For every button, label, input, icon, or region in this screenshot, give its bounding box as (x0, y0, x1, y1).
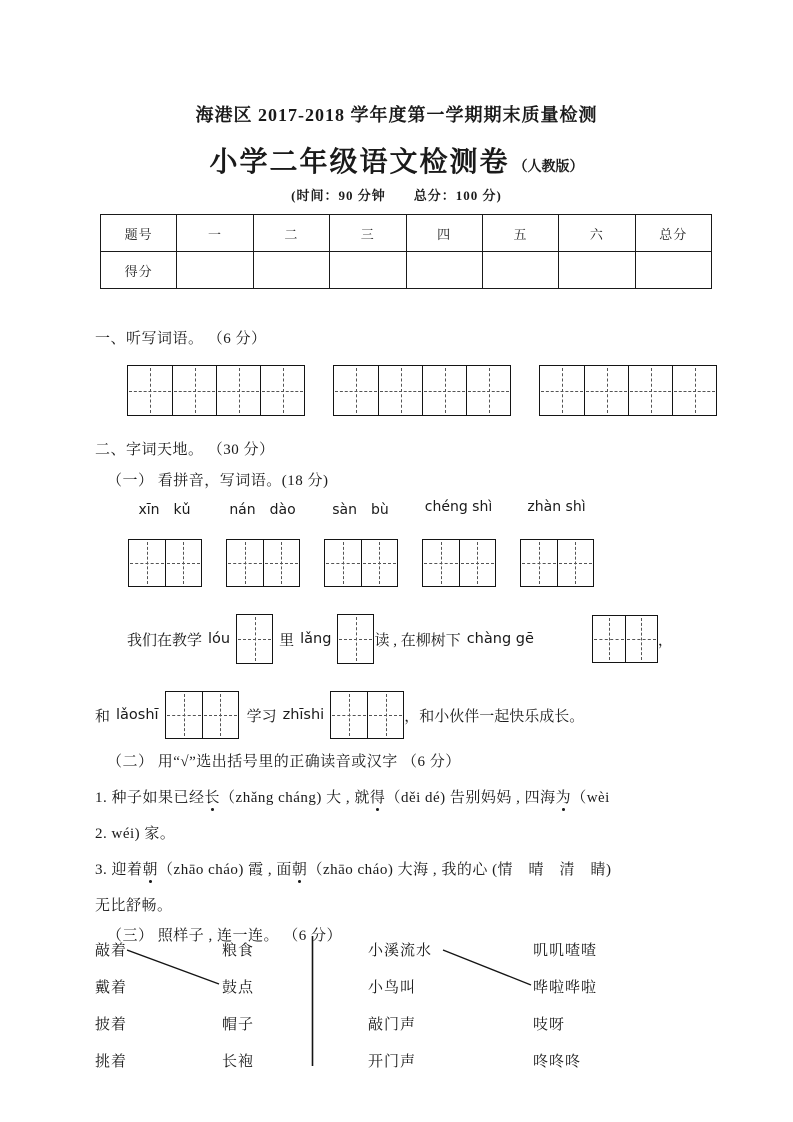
choice-target-char: 朝 (291, 862, 308, 878)
matching-item: 敲着 (95, 943, 128, 959)
pinyin-word: nán dào (229, 502, 296, 518)
choice-target-char: 得 (369, 790, 386, 806)
sentence-text: 读 , 在柳树下 (374, 632, 461, 649)
pinyin-hint: chàng gē (466, 631, 534, 647)
pinyin-word: zhàn shì (527, 499, 586, 515)
page-title: 海港区 2017-2018 学年度第一学期期末质量检测 (195, 105, 598, 125)
choice-text: 3. 迎着 (95, 862, 143, 878)
part2-heading: （二） 用“√”选出括号里的正确读音或汉字 （6 分） (107, 754, 461, 770)
example-connection-line-1 (127, 950, 219, 984)
matching-item: 帽子 (222, 1017, 255, 1033)
matching-item: 开门声 (368, 1054, 417, 1070)
matching-item: 长袍 (222, 1054, 255, 1070)
example-connection-line-2 (443, 950, 531, 985)
score-table-cell: 一 (177, 215, 253, 252)
pinyin-hint: lǎoshī (116, 707, 159, 723)
dictation-grid-row (127, 365, 717, 416)
score-table (100, 214, 712, 289)
section1-heading: 一、听写词语。 （6 分） (95, 331, 267, 347)
choice-text: （zhāo cháo) 霞 , 面 (158, 862, 292, 878)
sentence-text: 我们在教学 (127, 632, 203, 649)
matching-item: 哗啦哗啦 (533, 980, 598, 996)
exam-info: (时间：90 分钟 总分：100 分) (291, 188, 502, 203)
matching-item: 小溪流水 (368, 943, 433, 959)
score-table-cell: 总分 (635, 215, 711, 252)
score-table-header-row (101, 215, 712, 252)
pinyin-word: xīn kǔ (138, 502, 191, 518)
matching-item: 敲门声 (368, 1017, 417, 1033)
writing-grid-group (539, 365, 717, 416)
writing-grid-group (333, 365, 511, 416)
score-empty-cell (559, 252, 635, 289)
choice-text: （zhāo cháo) 大海 , 我的心 (情 晴 清 睛) (307, 862, 612, 878)
writing-grid-group (592, 615, 658, 663)
subtitle-text: 小学二年级语文检测卷 (209, 146, 510, 177)
choice-item-3 (95, 858, 612, 879)
pinyin-hint: lǎng (300, 631, 332, 647)
choice-target-char: 为 (555, 790, 572, 806)
matching-item: 咚咚咚 (533, 1054, 582, 1070)
edition-label: （人教版） (513, 160, 584, 175)
choice-text: 1. 种子如果已经 (95, 790, 205, 806)
pinyin-word-column (518, 499, 595, 587)
matching-left-column-1 (95, 931, 127, 1079)
writing-grid-group (165, 691, 239, 739)
score-table-cell: 五 (482, 215, 558, 252)
pinyin-hint: lóu (208, 631, 231, 647)
matching-item: 小鸟叫 (368, 980, 417, 996)
choice-target-char: 长 (204, 790, 221, 806)
choice-target-char: 朝 (142, 862, 159, 878)
sentence-text: ， (657, 632, 673, 649)
writing-grid-group (520, 539, 594, 587)
matching-item: 叽叽喳喳 (533, 943, 598, 959)
section2-heading: 二、字词天地。 （30 分） (95, 442, 275, 458)
score-table-cell: 四 (406, 215, 482, 252)
score-table-score-row (101, 252, 712, 289)
pinyin-word-column (420, 499, 497, 587)
score-empty-cell (406, 252, 482, 289)
choice-item-1 (95, 786, 610, 807)
sentence-text: 学习 (246, 708, 277, 725)
score-table-cell: 二 (253, 215, 329, 252)
matching-item: 披着 (95, 1017, 128, 1033)
writing-grid-group (236, 614, 273, 664)
score-empty-cell (482, 252, 558, 289)
matching-item: 粮食 (222, 943, 255, 959)
sentence-text: ，和小伙伴一起快乐成长。 (404, 708, 585, 725)
pinyin-word-column (224, 499, 301, 587)
matching-right-column-1 (368, 931, 432, 1079)
sentence-text: 和 (95, 708, 111, 725)
score-empty-cell (253, 252, 329, 289)
choice-text: （wèi (571, 790, 610, 806)
pinyin-word-grids (126, 499, 595, 587)
pinyin-word-column (126, 499, 203, 587)
score-table-cell: 三 (330, 215, 406, 252)
pinyin-word-column (322, 499, 399, 587)
part1-heading: （一） 看拼音，写词语。(18 分) (107, 473, 329, 489)
matching-item: 鼓点 (222, 980, 255, 996)
choice-text: （zhǎng cháng) 大 , 就 (220, 790, 370, 806)
score-table-cell: 六 (559, 215, 635, 252)
choice-item-3-continued: 无比舒畅。 (95, 898, 173, 914)
writing-grid-group (324, 539, 398, 587)
pinyin-word: chéng shì (424, 499, 493, 515)
writing-grid-group (128, 539, 202, 587)
writing-grid-group (422, 539, 496, 587)
matching-item: 戴着 (95, 980, 128, 996)
writing-grid-group (330, 691, 404, 739)
score-empty-cell (177, 252, 253, 289)
choice-text: （děi dé) 告别妈妈 , 四海 (385, 790, 556, 806)
matching-item: 挑着 (95, 1054, 128, 1070)
page-subtitle (0, 140, 793, 180)
writing-grid-group (337, 614, 374, 664)
pinyin-hint: zhīshi (282, 707, 325, 723)
pinyin-word: sàn bù (332, 502, 389, 518)
matching-right-column-2 (533, 931, 597, 1079)
writing-grid-group (127, 365, 305, 416)
score-table-cell: 题号 (101, 215, 177, 252)
fill-in-sentence-1 (127, 612, 673, 666)
part3-heading: （三） 照样子 , 连一连。 （6 分） (107, 928, 343, 944)
score-label-cell: 得分 (101, 252, 177, 289)
sentence-text: 里 (279, 632, 295, 649)
matching-item: 吱呀 (533, 1017, 566, 1033)
matching-left-column-2 (222, 931, 254, 1079)
choice-item-2: 2. wéi) 家。 (95, 826, 176, 842)
fill-in-sentence-2 (95, 688, 584, 742)
writing-grid-group (226, 539, 300, 587)
score-empty-cell (635, 252, 711, 289)
score-empty-cell (330, 252, 406, 289)
